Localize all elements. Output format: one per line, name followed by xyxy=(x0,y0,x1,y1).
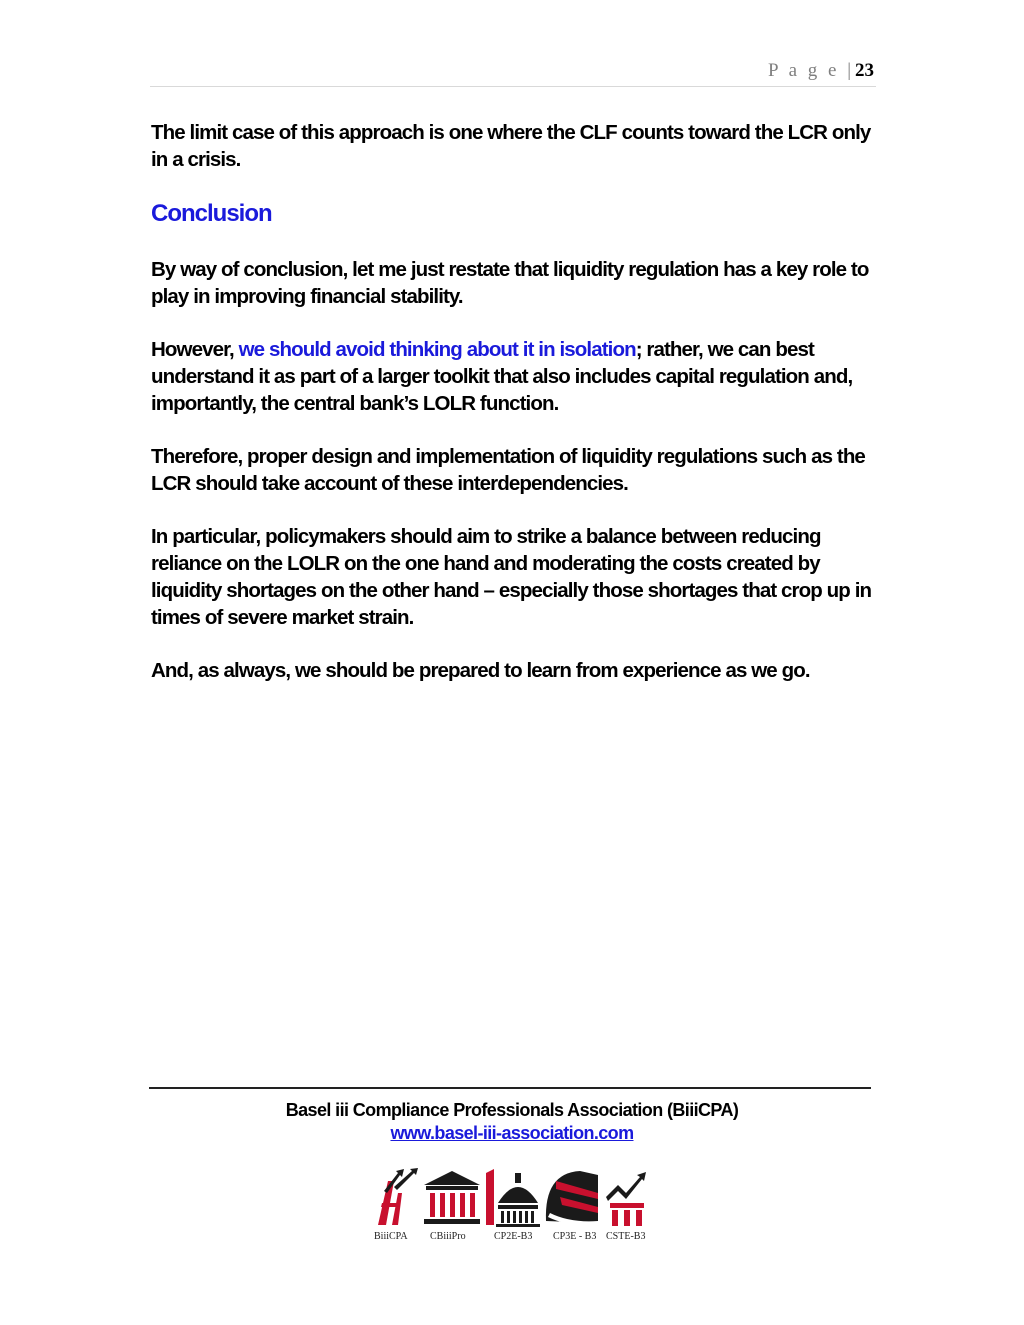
website-link[interactable]: www.basel-iii-association.com xyxy=(390,1123,634,1143)
cp3e-b3-logo-icon xyxy=(546,1171,598,1225)
footer-link-wrapper xyxy=(0,1123,1024,1144)
section-heading-conclusion: Conclusion xyxy=(151,200,272,227)
paragraph-restate: By way of conclusion, let me just restate that liquidity regulation has a key role to play in improving financial stability. xyxy=(151,258,869,308)
logo-label-biiicpa: BiiiCPA xyxy=(374,1231,408,1242)
cbiiipro-logo-icon xyxy=(424,1171,480,1224)
paragraph-isolation-end: ; rather, we can best understand it as part of a larger toolkit that also includes capital regulation and, importantly, the central bank’s LOLR function. xyxy=(151,338,853,415)
footer-organization: Basel iii Compliance Professionals Association (BiiiCPA) xyxy=(285,1100,739,1120)
biiicpa-logo-icon xyxy=(378,1168,418,1225)
certification-logos xyxy=(360,1163,660,1253)
page-separator: | xyxy=(847,60,851,81)
paragraph-design: Therefore, proper design and implementation of liquidity regulations such as the LCR should take account of these interdependencies. xyxy=(151,445,865,495)
logos-graphic xyxy=(360,1163,660,1231)
highlighted-phrase: we should avoid thinking about it in isolation xyxy=(238,338,636,361)
paragraph-clf-limit-case: The limit case of this approach is one where the CLF counts toward the LCR only in a crisis. xyxy=(151,121,871,171)
footer-divider xyxy=(149,1087,871,1089)
paragraph-experience: And, as always, we should be prepared to learn from experience as we go. xyxy=(151,659,810,682)
paragraph-isolation-start: However, xyxy=(151,338,239,361)
paragraph-balance: In particular, policymakers should aim to strike a balance between reducing reliance on the LOLR on the one hand and moderating the costs created by liquidity shortages on the other hand – especially those shortages that crop up in times of severe market strain. xyxy=(151,525,872,629)
page-label: P a g e xyxy=(767,60,840,81)
cste-b3-logo-icon xyxy=(606,1172,646,1226)
document-body xyxy=(151,119,881,710)
logo-label-cp2e-b3: CP2E-B3 xyxy=(494,1231,533,1242)
page-header xyxy=(150,58,876,87)
logo-label-cbiiipro: CBiiiPro xyxy=(430,1231,466,1242)
logo-label-cste-b3: CSTE-B3 xyxy=(606,1231,646,1242)
paragraph-isolation xyxy=(151,336,881,417)
logo-label-cp3e-b3: CP3E - B3 xyxy=(553,1231,597,1242)
page-number-value: 23 xyxy=(855,60,874,81)
page-number xyxy=(768,60,874,82)
cp2e-b3-logo-icon xyxy=(486,1169,540,1227)
